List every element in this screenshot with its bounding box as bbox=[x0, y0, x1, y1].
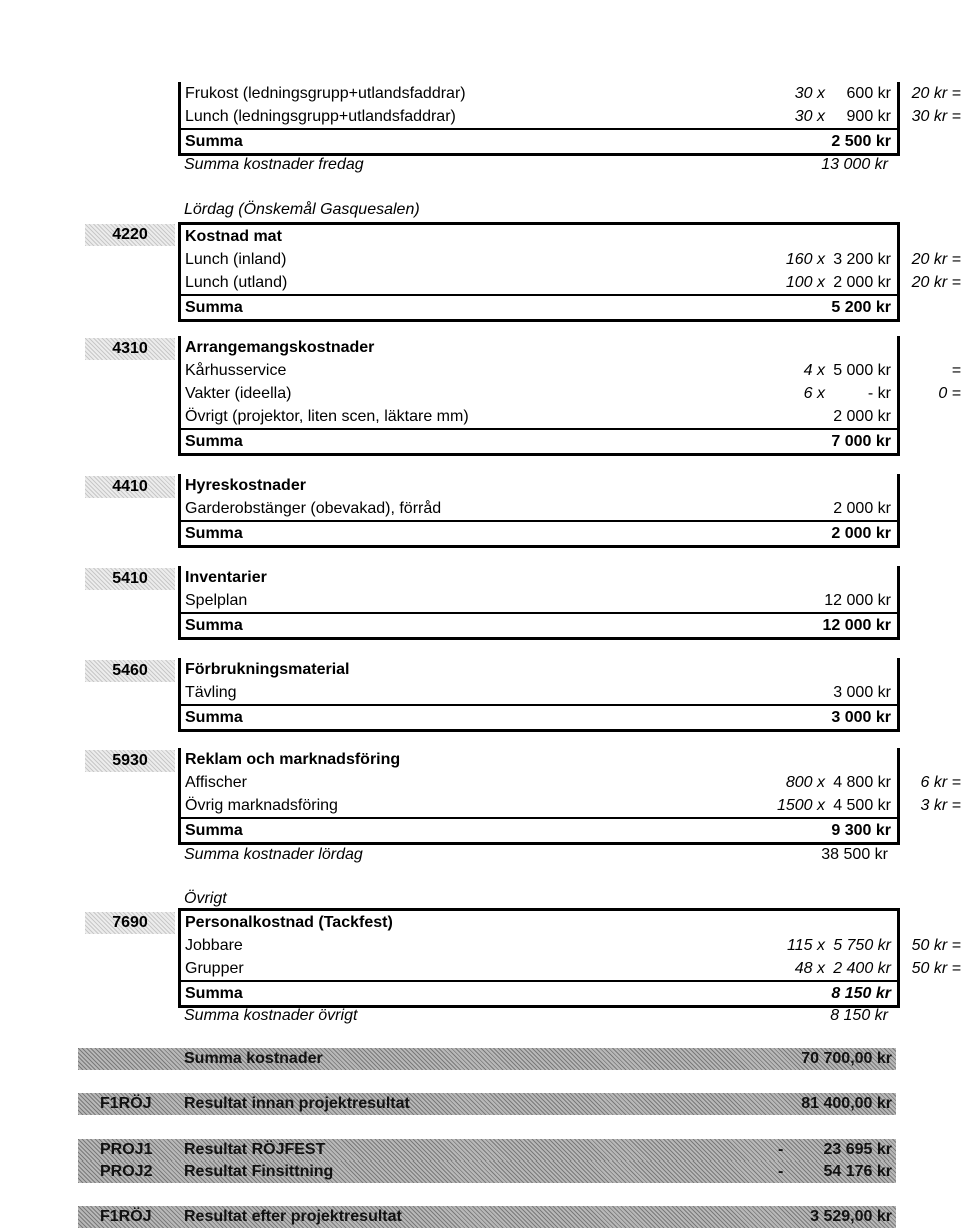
heading-label: Inventarier bbox=[185, 569, 267, 586]
item-label: Övrigt (projektor, liten scen, läktare mm) bbox=[185, 408, 469, 425]
line-item bbox=[181, 771, 961, 794]
account-code: 4310 bbox=[85, 338, 175, 360]
sum-amount: 12 000 kr bbox=[822, 617, 891, 634]
item-label: Tävling bbox=[185, 684, 237, 701]
account-code: 5930 bbox=[85, 750, 175, 772]
sum-row bbox=[181, 614, 897, 637]
total-label: Summa kostnader övrigt bbox=[184, 1007, 358, 1024]
item-qty: 48 x bbox=[794, 960, 825, 977]
ovrigt-title: Övrigt bbox=[184, 890, 227, 907]
sum-label: Summa bbox=[185, 433, 243, 450]
sum-amount: 2 000 kr bbox=[831, 525, 891, 542]
line-item bbox=[181, 681, 897, 706]
item-price: = bbox=[951, 362, 961, 379]
line-item bbox=[181, 589, 897, 614]
account-code: 5460 bbox=[85, 660, 175, 682]
item-label: Lunch (ledningsgrupp+utlandsfaddrar) bbox=[185, 108, 456, 125]
summary-bar-finsittning bbox=[78, 1161, 896, 1183]
item-price: 50 kr = bbox=[911, 960, 961, 977]
bar-label: Summa kostnader bbox=[184, 1050, 323, 1067]
sum-row bbox=[181, 296, 897, 319]
item-price: 0 = bbox=[938, 385, 961, 402]
line-item bbox=[181, 382, 961, 405]
item-amount: 4 500 kr bbox=[833, 797, 891, 814]
line-item bbox=[181, 271, 961, 296]
line-item bbox=[181, 934, 961, 957]
total-label: Summa kostnader fredag bbox=[184, 156, 364, 173]
summary-bar-rojfest bbox=[78, 1139, 896, 1161]
line-item bbox=[181, 248, 961, 271]
bar-label: Resultat Finsittning bbox=[184, 1163, 334, 1180]
heading-label: Hyreskostnader bbox=[185, 477, 306, 494]
summary-bar-result-after bbox=[78, 1206, 896, 1228]
section-reklam bbox=[178, 748, 961, 845]
item-label: Frukost (ledningsgrupp+utlandsfaddrar) bbox=[185, 85, 466, 102]
sum-label: Summa bbox=[185, 985, 243, 1002]
item-price: 20 kr = bbox=[911, 85, 961, 102]
sum-row bbox=[181, 706, 897, 729]
sum-label: Summa bbox=[185, 709, 243, 726]
sum-label: Summa bbox=[185, 617, 243, 634]
sum-label: Summa bbox=[185, 299, 243, 316]
bar-label: Resultat efter projektresultat bbox=[184, 1208, 402, 1225]
sum-amount: 5 200 kr bbox=[831, 299, 891, 316]
lordag-total-row bbox=[184, 843, 894, 866]
item-amount: 3 000 kr bbox=[833, 684, 891, 701]
sum-amount: 2 500 kr bbox=[831, 133, 891, 150]
bar-code: F1RÖJ bbox=[100, 1208, 152, 1225]
sum-label: Summa bbox=[185, 133, 243, 150]
section-arrangemangskostnader bbox=[178, 336, 961, 456]
summary-bar-result-before bbox=[78, 1093, 896, 1115]
item-amount: 2 000 kr bbox=[833, 274, 891, 291]
item-amount: 900 kr bbox=[846, 108, 891, 125]
section-personalkostnad bbox=[178, 908, 961, 1008]
item-qty: 6 x bbox=[803, 385, 825, 402]
item-label: Grupper bbox=[185, 960, 244, 977]
item-label: Lunch (inland) bbox=[185, 251, 287, 268]
heading-label: Kostnad mat bbox=[185, 228, 282, 245]
heading-label: Personalkostnad (Tackfest) bbox=[185, 914, 393, 931]
item-label: Affischer bbox=[185, 774, 247, 791]
sum-row bbox=[181, 819, 897, 842]
item-amount: 2 000 kr bbox=[833, 408, 891, 425]
heading-label: Reklam och marknadsföring bbox=[185, 751, 401, 768]
sum-amount: 7 000 kr bbox=[831, 433, 891, 450]
item-amount: 600 kr bbox=[846, 85, 891, 102]
bar-dash: - bbox=[778, 1141, 784, 1158]
bar-amount: 81 400,00 kr bbox=[801, 1095, 892, 1112]
item-qty: 1500 x bbox=[776, 797, 825, 814]
item-qty: 4 x bbox=[803, 362, 825, 379]
section-heading bbox=[181, 658, 897, 681]
account-code: 7690 bbox=[85, 912, 175, 934]
item-label: Kårhusservice bbox=[185, 362, 287, 379]
total-amount: 8 150 kr bbox=[830, 1007, 888, 1024]
heading-label: Arrangemangskostnader bbox=[185, 339, 375, 356]
line-item bbox=[181, 957, 961, 982]
item-label: Lunch (utland) bbox=[185, 274, 288, 291]
line-item bbox=[181, 105, 961, 130]
bar-label: Resultat RÖJFEST bbox=[184, 1141, 326, 1158]
sum-amount: 3 000 kr bbox=[831, 709, 891, 726]
bar-dash: - bbox=[778, 1163, 784, 1180]
item-amount: 2 000 kr bbox=[833, 500, 891, 517]
bar-code: PROJ1 bbox=[100, 1141, 153, 1158]
item-qty: 115 x bbox=[787, 937, 825, 954]
item-amount: 2 400 kr bbox=[833, 960, 891, 977]
account-code: 4220 bbox=[85, 224, 175, 246]
item-price: 6 kr = bbox=[920, 774, 961, 791]
item-amount: 4 800 kr bbox=[833, 774, 891, 791]
section-heading bbox=[181, 474, 897, 497]
item-qty: 30 x bbox=[794, 108, 825, 125]
bar-amount: 70 700,00 kr bbox=[801, 1050, 892, 1067]
sum-row bbox=[181, 982, 897, 1005]
lordag-title: Lördag (Önskemål Gasquesalen) bbox=[184, 201, 420, 218]
item-label: Övrig marknadsföring bbox=[185, 797, 338, 814]
item-qty: 800 x bbox=[785, 774, 825, 791]
item-price: 3 kr = bbox=[920, 797, 961, 814]
sum-label: Summa bbox=[185, 822, 243, 839]
total-amount: 38 500 kr bbox=[821, 846, 888, 863]
bar-amount: 3 529,00 kr bbox=[810, 1208, 892, 1225]
item-qty: 30 x bbox=[794, 85, 825, 102]
bar-code: PROJ2 bbox=[100, 1163, 153, 1180]
bar-label: Resultat innan projektresultat bbox=[184, 1095, 410, 1112]
sum-label: Summa bbox=[185, 525, 243, 542]
item-label: Spelplan bbox=[185, 592, 248, 609]
section-kostnad-mat bbox=[178, 222, 961, 322]
item-qty: 160 x bbox=[785, 251, 825, 268]
sum-row bbox=[181, 430, 897, 453]
section-heading bbox=[181, 748, 897, 771]
section-heading bbox=[181, 911, 897, 934]
item-amount: 5 750 kr bbox=[833, 937, 891, 954]
summary-bar-total-costs bbox=[78, 1048, 896, 1070]
item-amount: 3 200 kr bbox=[833, 251, 891, 268]
line-item bbox=[181, 497, 897, 522]
fredag-block bbox=[178, 82, 961, 156]
sum-row bbox=[181, 130, 897, 153]
total-amount: 13 000 kr bbox=[821, 156, 888, 173]
section-hyreskostnader bbox=[178, 474, 900, 548]
section-heading bbox=[181, 336, 897, 359]
heading-label: Förbrukningsmaterial bbox=[185, 661, 350, 678]
line-item bbox=[181, 405, 897, 430]
item-amount: - kr bbox=[867, 385, 891, 402]
line-item bbox=[181, 794, 961, 819]
bar-amount: 23 695 kr bbox=[823, 1141, 892, 1158]
item-price: 50 kr = bbox=[911, 937, 961, 954]
section-inventarier bbox=[178, 566, 900, 640]
sum-amount: 9 300 kr bbox=[831, 822, 891, 839]
item-price: 30 kr = bbox=[911, 108, 961, 125]
item-label: Vakter (ideella) bbox=[185, 385, 292, 402]
item-label: Garderobstänger (obevakad), förråd bbox=[185, 500, 442, 517]
account-code: 5410 bbox=[85, 568, 175, 590]
total-label: Summa kostnader lördag bbox=[184, 846, 363, 863]
section-heading bbox=[181, 566, 897, 589]
ovrigt-total-row bbox=[184, 1004, 894, 1027]
item-qty: 100 x bbox=[785, 274, 825, 291]
section-heading bbox=[181, 225, 897, 248]
bar-code: F1RÖJ bbox=[100, 1095, 152, 1112]
item-price: 20 kr = bbox=[911, 251, 961, 268]
item-price: 20 kr = bbox=[911, 274, 961, 291]
sum-row bbox=[181, 522, 897, 545]
line-item bbox=[181, 82, 961, 105]
bar-amount: 54 176 kr bbox=[823, 1163, 892, 1180]
item-label: Jobbare bbox=[185, 937, 243, 954]
section-forbrukningsmaterial bbox=[178, 658, 900, 732]
item-amount: 5 000 kr bbox=[833, 362, 891, 379]
account-code: 4410 bbox=[85, 476, 175, 498]
line-item bbox=[181, 359, 961, 382]
fredag-total-row bbox=[184, 153, 894, 176]
item-amount: 12 000 kr bbox=[824, 592, 891, 609]
sum-amount: 8 150 kr bbox=[831, 985, 891, 1002]
